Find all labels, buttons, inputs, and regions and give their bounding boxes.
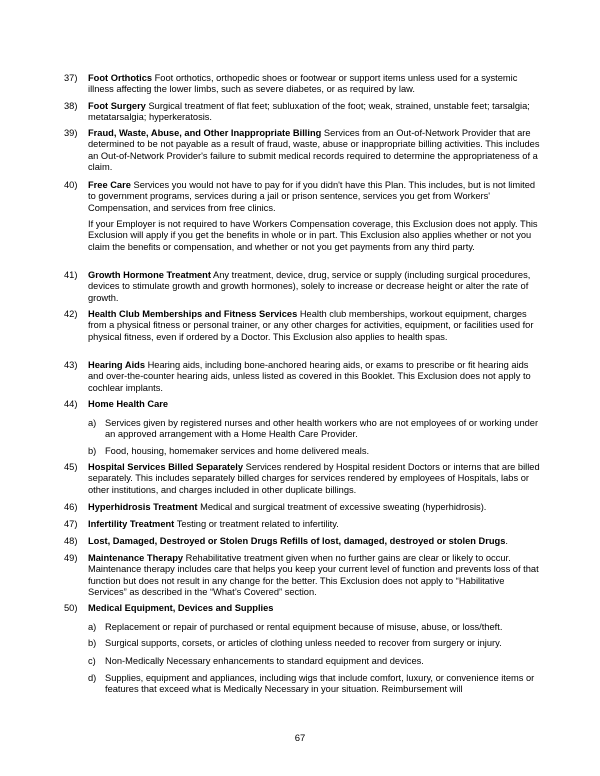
item-title: Lost, Damaged, Destroyed or Stolen Drugs Refills of lost, damaged, destroyed or stolen Drugs bbox=[88, 536, 506, 546]
sub-item-letter: d) bbox=[88, 673, 97, 683]
sub-item-50d bbox=[88, 673, 544, 696]
sub-item-44b bbox=[88, 446, 544, 457]
exclusion-item-40 bbox=[64, 180, 544, 214]
exclusion-item-40-paragraph bbox=[64, 219, 544, 253]
item-title: Hearing Aids bbox=[88, 360, 145, 370]
item-text: Surgical treatment of flat feet; subluxation of the foot; weak, strained, unstable feet; tarsalgia; metatarsalgia; hyperkeratosis. bbox=[88, 101, 530, 123]
exclusion-item-44 bbox=[64, 399, 544, 410]
sub-item-letter: b) bbox=[88, 446, 97, 456]
sub-item-text: Services given by registered nurses and other health workers who are not employees of or working under an approved arrangement with a Home Health Care Provider. bbox=[105, 418, 539, 440]
exclusion-item-41 bbox=[64, 270, 544, 304]
item-text: Hearing aids, including bone-anchored hearing aids, or exams to prescribe or fit hearing aids and over-the-counter hearing aids, unless listed as covered in this Booklet. This Exclusion does not apply to cochlear implants. bbox=[88, 360, 531, 393]
item-paragraph: If your Employer is not required to have Workers Compensation coverage, this Exclusion does not apply. This Exclusion will apply if you get the benefits in whole or in part. This Exclusion also applies whether or not you claim the benefits or compensation, and whether or not you get payments from any third party. bbox=[88, 219, 538, 252]
exclusion-item-50 bbox=[64, 603, 544, 614]
sub-item-text: Surgical supports, corsets, or articles of clothing unless needed to recover from surgery or injury. bbox=[105, 638, 502, 648]
item-text: Rehabilitative treatment given when no further gains are clear or likely to occur. Maintenance therapy includes care that helps you keep your current level of function and prevents loss of that function but does not result in any change for the better. This Exclusion does not apply to “Habilitative Services” as described in the “What’s Covered” section. bbox=[88, 553, 539, 598]
sub-item-44a bbox=[88, 418, 544, 441]
exclusion-item-38 bbox=[64, 101, 544, 124]
item-title: Infertility Treatment bbox=[88, 519, 175, 529]
sub-item-text: Food, housing, homemaker services and home delivered meals. bbox=[105, 446, 370, 456]
item-text: Foot orthotics, orthopedic shoes or footwear or support items unless used for a systemic illness affecting the lower limbs, such as severe diabetes, or as required by law. bbox=[88, 73, 518, 95]
item-number: 38) bbox=[64, 101, 78, 111]
item-title: Maintenance Therapy bbox=[88, 553, 184, 563]
item-text: Services you would not have to pay for if you didn't have this Plan. This includes, but is not limited to government programs, services during a jail or prison sentence, services you get from Workers' Compensation, and services from free clinics. bbox=[88, 180, 536, 213]
item-title: Free Care bbox=[88, 180, 131, 190]
item-number: 43) bbox=[64, 360, 78, 370]
item-number: 50) bbox=[64, 603, 78, 613]
item-title: Home Health Care bbox=[88, 399, 169, 409]
sub-item-letter: a) bbox=[88, 622, 97, 632]
item-text: Services from an Out-of-Network Provider that are determined to be not payable as a result of fraud, waste, abuse or inappropriate billing activities. This includes an Out-of-Network Provider's failure to submit medical records required to determine the appropriateness of a claim. bbox=[88, 128, 540, 173]
exclusion-item-47 bbox=[64, 519, 544, 530]
exclusion-item-43 bbox=[64, 360, 544, 394]
page-number: 67 bbox=[294, 733, 306, 744]
item-number: 41) bbox=[64, 270, 78, 280]
exclusion-item-42 bbox=[64, 309, 544, 343]
item-text: Services rendered by Hospital resident Doctors or interns that are billed separately. This includes separately billed charges for services rendered by employees of Hospitals, labs or other institutions, and charges included in other duplicate billings. bbox=[88, 462, 540, 495]
sub-item-text: Replacement or repair of purchased or rental equipment because of misuse, abuse, or loss/theft. bbox=[105, 622, 503, 632]
sub-item-letter: b) bbox=[88, 638, 97, 648]
sub-item-50b bbox=[88, 638, 544, 649]
item-number: 47) bbox=[64, 519, 78, 529]
sub-item-text: Non-Medically Necessary enhancements to standard equipment and devices. bbox=[105, 656, 424, 666]
item-text: Health club memberships, workout equipment, charges from a physical fitness or personal trainer, or any other charges for activities, equipment, or facilities used for physical fitness, even if ordered by a Doctor. This Exclusion also applies to health spas. bbox=[88, 309, 534, 342]
item-title: Foot Surgery bbox=[88, 101, 146, 111]
item-title: Health Club Memberships and Fitness Services bbox=[88, 309, 298, 319]
item-title: Medical Equipment, Devices and Supplies bbox=[88, 603, 274, 613]
sub-item-letter: c) bbox=[88, 656, 96, 666]
item-number: 39) bbox=[64, 128, 78, 138]
item-number: 44) bbox=[64, 399, 78, 409]
item-text: . bbox=[505, 536, 508, 546]
item-text: Any treatment, device, drug, service or supply (including surgical procedures, devices to stimulate growth and growth hormones), solely to increase or decrease height or alter the rate of growth. bbox=[88, 270, 531, 303]
item-title: Hyperhidrosis Treatment bbox=[88, 502, 198, 512]
sub-item-text: Supplies, equipment and appliances, including wigs that include comfort, luxury, or convenience items or features that exceed what is Medically Necessary in your situation. Reimbursement will bbox=[105, 673, 535, 695]
item-number: 46) bbox=[64, 502, 78, 512]
exclusion-item-46 bbox=[64, 502, 544, 513]
item-text: Medical and surgical treatment of excessive sweating (hyperhidrosis). bbox=[197, 502, 487, 512]
item-title: Fraud, Waste, Abuse, and Other Inappropriate Billing bbox=[88, 128, 322, 138]
exclusion-item-37 bbox=[64, 73, 544, 96]
sub-item-50c bbox=[88, 656, 544, 667]
item-number: 48) bbox=[64, 536, 78, 546]
exclusion-item-45 bbox=[64, 462, 544, 496]
sub-item-letter: a) bbox=[88, 418, 97, 428]
item-number: 45) bbox=[64, 462, 78, 472]
exclusion-item-49 bbox=[64, 553, 544, 599]
exclusion-item-39 bbox=[64, 128, 544, 174]
item-title: Growth Hormone Treatment bbox=[88, 270, 211, 280]
item-number: 42) bbox=[64, 309, 78, 319]
exclusion-item-48 bbox=[64, 536, 544, 547]
item-title: Foot Orthotics bbox=[88, 73, 153, 83]
item-number: 37) bbox=[64, 73, 78, 83]
item-number: 40) bbox=[64, 180, 78, 190]
sub-item-50a bbox=[88, 622, 544, 633]
item-number: 49) bbox=[64, 553, 78, 563]
item-title: Hospital Services Billed Separately bbox=[88, 462, 244, 472]
item-text: Testing or treatment related to infertility. bbox=[174, 519, 339, 529]
